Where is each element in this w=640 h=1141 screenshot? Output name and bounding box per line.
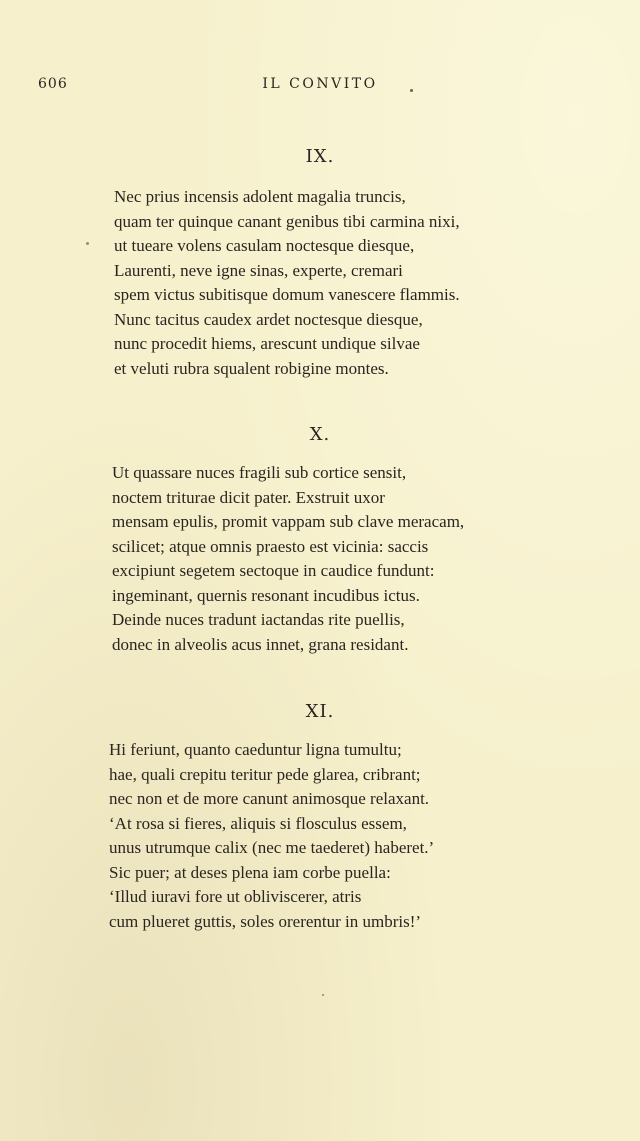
verse-line: mensam epulis, promit vappam sub clave meracam, [112, 512, 465, 531]
verse-line: spem victus subitisque domum vanescere flammis. [114, 285, 460, 304]
verse-line: ut tueare volens casulam noctesque diesque, [114, 236, 415, 255]
verse-line: excipiunt segetem sectoque in caudice fundunt: [112, 561, 435, 580]
verse-line: ingeminant, quernis resonant incudibus ictus. [112, 585, 420, 605]
stanza-ix [114, 185, 460, 381]
verse-line: cum plueret guttis, soles orerentur in umbris!’ [109, 911, 422, 931]
verse-line: quam ter quinque canant genibus tibi carmina nixi, [114, 211, 460, 231]
verse-line: ‘Illud iuravi fore ut obliviscerer, atris [109, 887, 362, 906]
paper-speck [86, 242, 89, 245]
verse-line: unus utrumque calix (nec me taederet) haberet.’ [109, 838, 435, 857]
verse-line: Hi feriunt, quanto caeduntur ligna tumultu; [109, 740, 402, 759]
verse-line: Laurenti, neve igne sinas, experte, cremari [114, 260, 403, 280]
verse-line: et veluti rubra squalent robigine montes. [114, 358, 389, 378]
page-number: 606 [38, 76, 68, 92]
paper-speck [322, 994, 324, 996]
verse-line: donec in alveolis acus innet, grana residant. [112, 634, 409, 654]
stanza-x [112, 461, 464, 657]
verse-line: Deinde nuces tradunt iactandas rite puellis, [112, 610, 405, 629]
verse-line: noctem triturae dicit pater. Exstruit uxor [112, 487, 385, 507]
verse-line: Ut quassare nuces fragili sub cortice sensit, [112, 463, 407, 482]
stanza-xi [109, 738, 434, 934]
verse-line: Nunc tacitus caudex ardet noctesque diesque, [114, 309, 423, 329]
paper-speck [410, 89, 413, 92]
verse-line: hae, quali crepitu teritur pede glarea, cribrant; [109, 764, 421, 784]
verse-line: Sic puer; at deses plena iam corbe puella: [109, 862, 391, 882]
section-heading-ix: IX. [305, 146, 335, 167]
section-heading-xi: XI. [305, 701, 335, 722]
verse-line: Nec prius incensis adolent magalia truncis, [114, 187, 406, 206]
verse-line: nunc procedit hiems, arescunt undique silvae [114, 334, 420, 353]
verse-line: scilicet; atque omnis praesto est vicinia: saccis [112, 536, 429, 556]
verse-line: nec non et de more canunt animosque relaxant. [109, 789, 430, 808]
verse-line: ‘At rosa si fieres, aliquis si flosculus essem, [109, 813, 407, 833]
section-heading-x: X. [309, 424, 331, 445]
running-title: IL CONVITO [262, 76, 378, 92]
